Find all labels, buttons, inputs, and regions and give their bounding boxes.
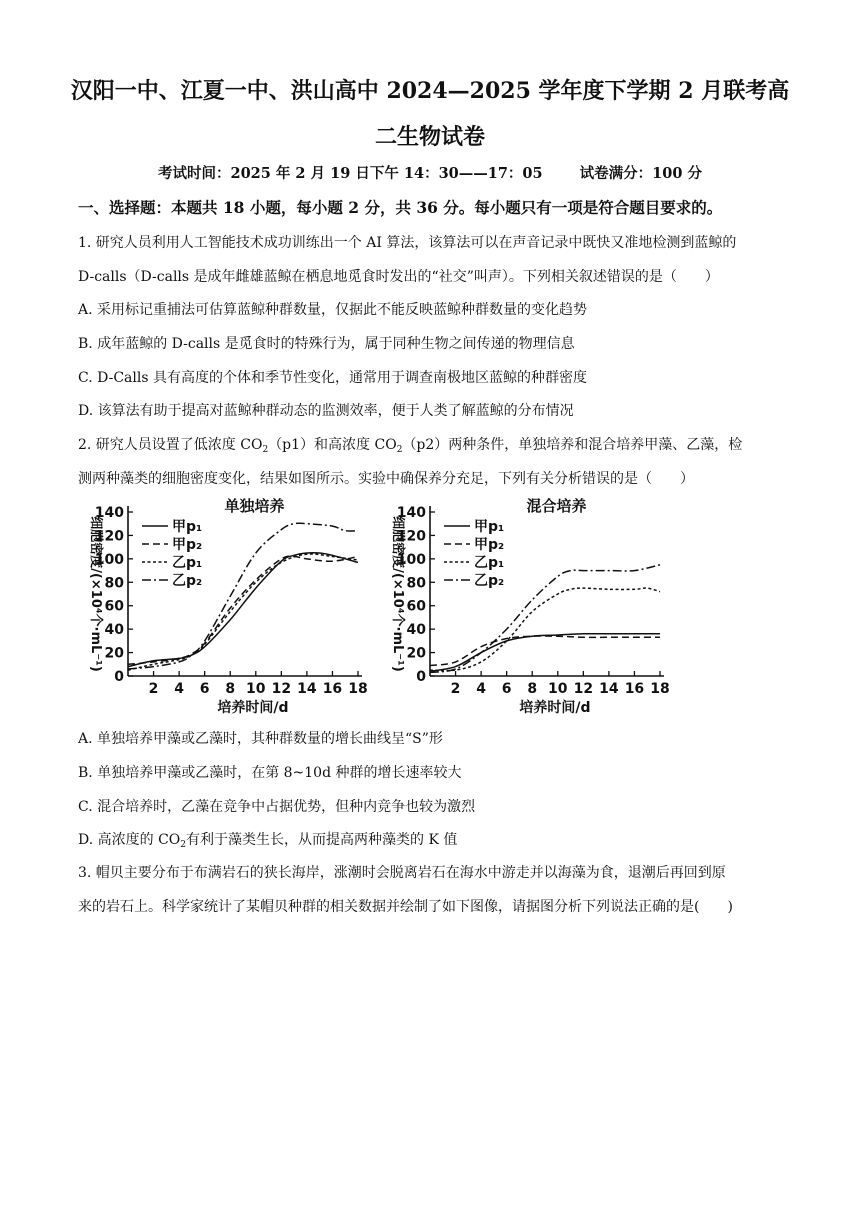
y-tick-label: 100	[94, 551, 124, 568]
section-heading: 一、选择题：本题共 18 小题，每小题 2 分，共 36 分。每小题只有一项是符合题目要求的。	[78, 198, 723, 217]
chart-title: 单独培养	[224, 497, 285, 515]
q1-stem-line2: D-calls（D-calls 是成年雌雄蓝鲸在栖息地觅食时发出的“社交”叫声）。下列相关叙述错误的是（ ）	[78, 269, 719, 285]
x-tick-label: 6	[501, 681, 512, 697]
chart-single-culture	[88, 497, 368, 716]
chart-title: 混合培养	[526, 497, 587, 515]
x-tick-label: 16	[322, 681, 343, 697]
q2-stem-line2: 测两种藻类的细胞密度变化，结果如图所示。实验中确保养分充足，下列有关分析错误的是（ ）	[78, 471, 694, 487]
legend-label: 乙p₂	[474, 573, 505, 589]
q1-option-c: C. D-Calls 具有高度的个体和季节性变化，通常用于调查南极地区蓝鲸的种群密度	[78, 370, 587, 386]
x-tick-label: 2	[148, 681, 159, 697]
x-tick-label: 14	[297, 681, 317, 697]
x-axis-label: 培养时间/d	[519, 700, 591, 716]
series-line-3	[128, 554, 358, 670]
q2-figure	[74, 494, 674, 720]
y-tick-label: 0	[114, 669, 124, 685]
legend-label: 乙p₁	[172, 555, 203, 571]
series-line-2	[128, 556, 358, 664]
x-tick-label: 14	[599, 681, 619, 697]
legend-label: 甲p₁	[474, 519, 505, 535]
y-tick-label: 120	[396, 528, 426, 545]
q1-option-d: D. 该算法有助于提高对蓝鲸种群动态的监测效率，便于人类了解蓝鲸的分布情况	[78, 403, 574, 419]
series-line-2	[430, 636, 660, 666]
x-tick-label: 16	[624, 681, 645, 697]
series-line-3	[430, 588, 660, 671]
y-tick-label: 60	[104, 598, 124, 615]
y-tick-label: 140	[94, 505, 124, 521]
y-tick-label: 80	[104, 575, 124, 592]
q2-option-b: B. 单独培养甲藻或乙藻时，在第 8~10d 种群的增长速率较大	[78, 765, 462, 781]
x-tick-label: 12	[271, 681, 292, 697]
q3-stem-line2: 来的岩石上。科学家统计了某帽贝种群的相关数据并绘制了如下图像，请据图分析下列说法正确的是( )	[78, 899, 733, 915]
legend-label: 乙p₂	[172, 573, 203, 589]
legend-label: 甲p₁	[172, 519, 203, 535]
q2-option-c: C. 混合培养时，乙藻在竞争中占据优势，但种内竞争也较为激烈	[78, 799, 476, 815]
y-tick-label: 0	[416, 669, 426, 685]
series-line-1	[430, 634, 660, 672]
x-axis-label: 培养时间/d	[217, 700, 289, 716]
x-tick-label: 4	[174, 681, 184, 697]
x-tick-label: 10	[548, 681, 568, 697]
y-axis-label: 细胞密度/(×10⁴个·mL⁻¹)	[88, 516, 103, 672]
x-tick-label: 4	[476, 681, 486, 697]
legend-label: 甲p₂	[172, 537, 203, 553]
y-tick-label: 140	[396, 505, 426, 521]
x-tick-label: 10	[246, 681, 266, 697]
x-tick-label: 2	[450, 681, 461, 697]
y-axis-label: 细胞密度/(×10⁴个·mL⁻¹)	[390, 516, 405, 672]
legend-label: 乙p₁	[474, 555, 505, 571]
q2-option-d: D. 高浓度的 $CO_2$有利于藻类生长，从而提高两种藻类的 K 值	[78, 832, 458, 850]
full-score: 试卷满分：100 分	[579, 165, 702, 182]
y-tick-label: 120	[94, 528, 124, 545]
q1-stem-line1: 1. 研究人员利用人工智能技术成功训练出一个 AI 算法，该算法可以在声音记录中既快又准地检测到蓝鲸的	[78, 235, 737, 251]
q2-option-a: A. 单独培养甲藻或乙藻时，其种群数量的增长曲线呈“S”形	[78, 731, 443, 747]
x-tick-label: 18	[650, 681, 670, 697]
y-tick-label: 60	[406, 598, 426, 615]
exam-title-line2: 二生物试卷	[374, 124, 485, 150]
q1-option-a: A. 采用标记重捕法可估算蓝鲸种群数量，仅据此不能反映蓝鲸种群数量的变化趋势	[78, 302, 588, 318]
exam-time: 考试时间：2025 年 2 月 19 日下午 14：30——17：05	[157, 165, 543, 182]
series-line-1	[128, 553, 358, 667]
chart-mixed-culture	[390, 497, 670, 716]
y-tick-label: 40	[406, 622, 426, 639]
x-tick-label: 12	[573, 681, 594, 697]
y-tick-label: 40	[104, 622, 124, 639]
y-tick-label: 100	[396, 551, 426, 568]
y-tick-label: 20	[104, 645, 124, 662]
exam-info	[0, 162, 860, 183]
x-tick-label: 8	[225, 681, 236, 697]
legend-label: 甲p₂	[474, 537, 505, 553]
exam-title-line1: 汉阳一中、江夏一中、洪山高中 2024—2025 学年度下学期 2 月联考高	[70, 78, 790, 104]
x-tick-label: 6	[199, 681, 210, 697]
q1-option-b: B. 成年蓝鲸的 D-calls 是觅食时的特殊行为，属于同种生物之间传递的物理信息	[78, 336, 575, 352]
x-tick-label: 18	[348, 681, 368, 697]
y-tick-label: 20	[406, 645, 426, 662]
q3-stem-line1: 3. 帽贝主要分布于布满岩石的狭长海岸，涨潮时会脱离岩石在海水中游走并以海藻为食，退潮后再回到原	[78, 865, 726, 881]
x-tick-label: 8	[527, 681, 538, 697]
y-tick-label: 80	[406, 575, 426, 592]
q2-stem-line1: 2. 研究人员设置了低浓度 $CO_2(p1)$和高浓度 $CO_2(p2)$两种条件，单独培养和混合培养甲藻、乙藻，检	[78, 437, 743, 455]
